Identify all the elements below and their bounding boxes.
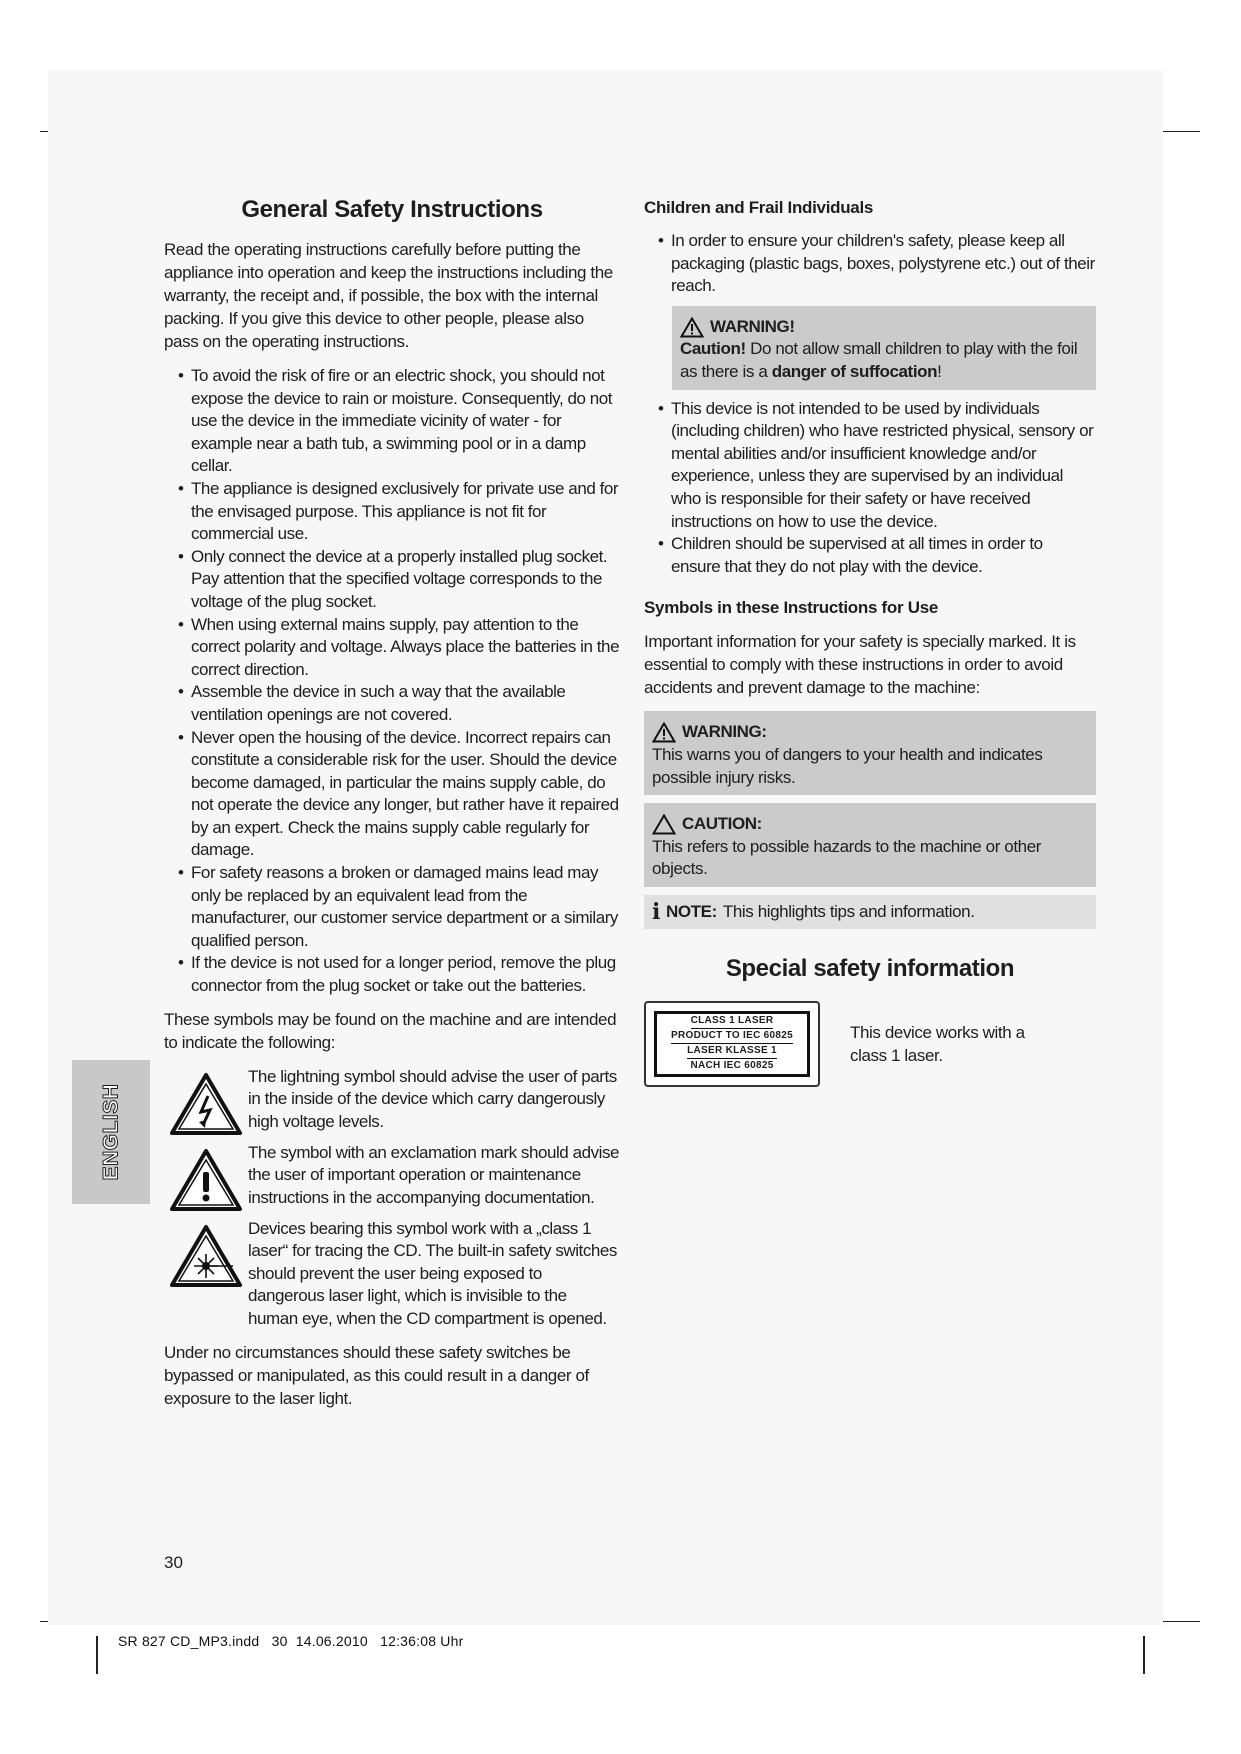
warning-triangle-icon	[652, 722, 676, 743]
warning-text: This warns you of dangers to your health and indicates possible injury risks.	[652, 744, 1043, 787]
note-text: This highlights tips and information.	[722, 901, 975, 921]
list-item: • Assemble the device in such a way that the available ventilation openings are not covered.	[178, 682, 566, 724]
exclamation-warning-icon	[164, 1142, 248, 1212]
list-item: • For safety reasons a broken or damaged mains lead may only be replaced by an equivalent lead from the manufacturer, our customer service department or a similary qualified person.	[178, 863, 618, 950]
caution-box	[644, 803, 1096, 887]
language-tab-label: ENGLISH	[99, 1083, 122, 1181]
symbols-intro-right: Important information for your safety is specially marked. It is essential to comply with these instructions in order to avoid accidents and prevent damage to the machine:	[644, 632, 1076, 698]
lightning-warning-icon	[164, 1066, 248, 1136]
children-bullet-list-more	[644, 398, 1096, 579]
laser-label-line: CLASS 1 LASER	[691, 1014, 774, 1029]
caution-label: CAUTION:	[682, 814, 762, 834]
info-icon: i	[652, 898, 660, 925]
list-item: • If the device is not used for a longer period, remove the plug connector from the plug socket or take out the batteries.	[178, 953, 616, 996]
warning-triangle-icon	[680, 317, 704, 338]
children-bullet-list	[644, 230, 1096, 298]
general-safety-title: General Safety Instructions	[241, 196, 543, 223]
list-item: • The appliance is designed exclusively for private use and for the envisaged purpose. This appliance is not fit for commercial use.	[178, 478, 619, 544]
crop-mark	[1160, 131, 1200, 132]
children-title: Children and Frail Individuals	[644, 198, 874, 217]
warning-label: WARNING:	[682, 722, 767, 742]
right-column	[644, 196, 1096, 1087]
symbol-row-lightning	[164, 1066, 620, 1136]
list-item: • This device is not intended to be used by individuals (including children) who have restricted physical, sensory or mental abilities and/or insufficient knowledge and/or experience, unless they are supervised by an individual who is responsible for their safety or have received instructions on how to use the device.	[658, 398, 1094, 531]
crop-mark	[96, 1636, 98, 1674]
symbols-intro-paragraph: These symbols may be found on the machine and are intended to indicate the following:	[164, 1009, 617, 1052]
caution-triangle-icon	[652, 814, 676, 835]
warning-heading: WARNING!	[680, 316, 1088, 339]
list-item: • To avoid the risk of fire or an electric shock, you should not expose the device to rain or moisture. Consequently, do not use the device in the immediate vicinity of water - for example near a bath tub, a swimming pool or in a damp cellar.	[178, 366, 613, 476]
laser-symbol-text: Devices bearing this symbol work with a „class 1 laser“ for tracing the CD. The built-in safety switches should prevent the user being exposed to dangerous laser light, which is invisible to the human eye, when the CD compartment is opened.	[248, 1218, 617, 1328]
list-item: • Never open the housing of the device. Incorrect repairs can constitute a considerable risk for the user. Should the device become damaged, in particular the mains supply cable, do not operate the device any longer, but rather have it repaired by an expert. Check the mains supply cable regularly for damage.	[178, 727, 619, 860]
laser-label-line: LASER KLASSE 1	[687, 1044, 777, 1059]
closing-paragraph: Under no circumstances should these safety switches be bypassed or manipulated, as this could result in a danger of exposure to the laser light.	[164, 1342, 589, 1408]
left-column	[164, 196, 620, 1422]
symbol-row-exclamation	[164, 1142, 620, 1212]
laser-label-line: PRODUCT TO IEC 60825	[671, 1029, 793, 1044]
warning-box	[644, 711, 1096, 795]
laser-label-line: NACH IEC 60825	[690, 1060, 774, 1072]
note-box	[644, 895, 1096, 929]
laser-warning-icon	[164, 1218, 248, 1288]
laser-class-label	[644, 1001, 820, 1087]
crop-mark	[1160, 1621, 1200, 1622]
symbol-row-laser	[164, 1218, 620, 1331]
exclamation-symbol-text: The symbol with an exclamation mark should advise the user of important operation or maintenance instructions in the accompanying documentation.	[248, 1142, 620, 1207]
list-item: • In order to ensure your children's safety, please keep all packaging (plastic bags, boxes, polystyrene etc.) out of their reach.	[658, 231, 1095, 296]
intro-paragraph: Read the operating instructions carefully before putting the appliance into operation and keep the instructions including the warranty, the receipt and, if possible, the box with the internal packing. If you give this device to other people, please also pass on the operating instructions.	[164, 240, 613, 351]
list-item: • Only connect the device at a properly installed plug socket. Pay attention that the specified voltage corresponds to the voltage of the plug socket.	[178, 546, 608, 611]
suffocation-warning-box	[672, 306, 1096, 390]
symbols-title: Symbols in these Instructions for Use	[644, 598, 939, 618]
page-number: 30	[164, 1553, 183, 1572]
note-label: NOTE:	[665, 901, 717, 921]
print-footer: SR 827 CD_MP3.indd 30 14.06.2010 12:36:08 Uhr	[118, 1633, 464, 1649]
list-item: • Children should be supervised at all times in order to ensure that they do not play with the device.	[658, 534, 1043, 576]
lightning-symbol-text: The lightning symbol should advise the user of parts in the inside of the device which carry dangerously high voltage levels.	[248, 1066, 617, 1131]
safety-bullet-list	[164, 365, 620, 998]
list-item: • When using external mains supply, pay attention to the correct polarity and voltage. Always place the batteries in the correct direction.	[178, 614, 620, 679]
warning-body: Caution! Do not allow small children to play with the foil as there is a danger of suffocation!	[680, 339, 1078, 381]
special-safety-title: Special safety information	[725, 954, 1015, 982]
laser-info-row	[644, 1001, 1096, 1087]
crop-mark	[1143, 1636, 1145, 1674]
laser-description: This device works with a class 1 laser.	[850, 1022, 1025, 1065]
caution-text: This refers to possible hazards to the machine or other objects.	[652, 836, 1042, 879]
language-tab	[72, 1060, 150, 1204]
